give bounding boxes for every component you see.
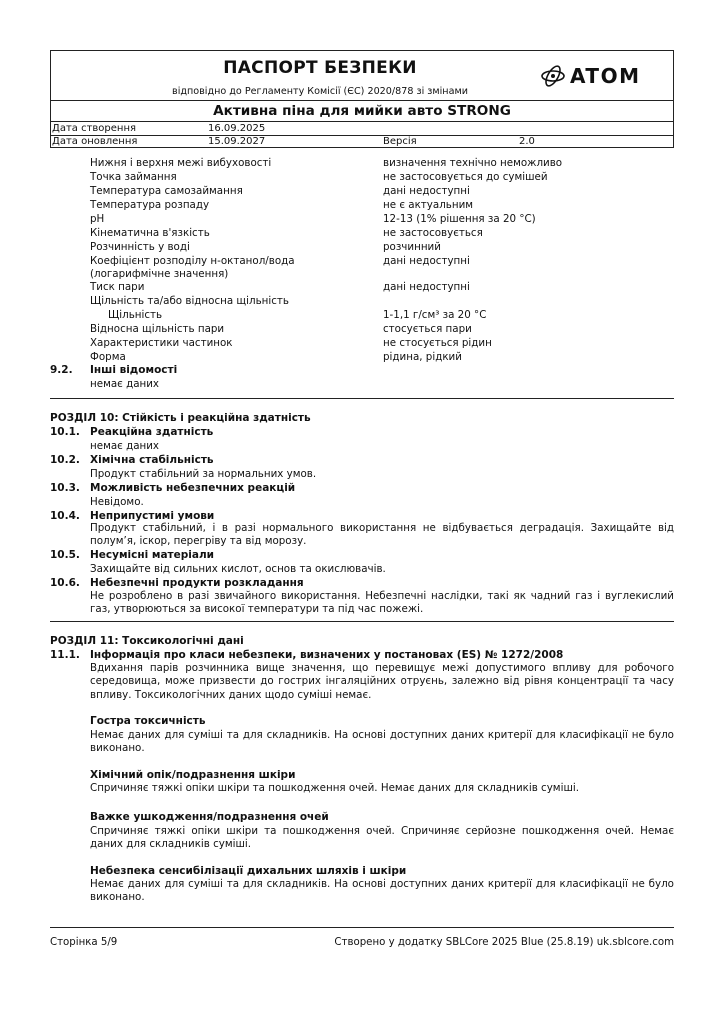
subsection-text: Спричиняє тяжкі опіки шкіри та пошкодження очей. Спричиняє серйозне пошкодження очей. Немає даних для складників суміші. (90, 825, 674, 851)
property-value: визначення технічно неможливо (383, 157, 563, 169)
section-title: Небезпечні продукти розкладання (90, 577, 304, 589)
property-value: не застосовується (383, 227, 483, 239)
property-value: 1-1,1 г/см³ за 20 °C (383, 309, 487, 321)
property-value: дані недоступні (383, 281, 470, 293)
document-subtitle: відповідно до Регламенту Комісії (ЄС) 2020/878 зі змінами (172, 86, 468, 97)
property-value: не є актуальним (383, 199, 474, 211)
version-label: Версія (383, 136, 417, 147)
property-label: Нижня і верхня межі вибуховості (90, 157, 272, 169)
divider (50, 100, 674, 101)
divider (50, 398, 674, 399)
property-value: не застосовується до сумішей (383, 171, 548, 183)
company-logo (540, 62, 672, 90)
property-label: Температура розпаду (90, 199, 210, 211)
section-number: 10.2. (50, 454, 80, 466)
section-text: Невідомо. (90, 496, 144, 508)
section-text: Вдихання парів розчинника вище значення, що перевищує межі допустимого впливу для робочого середовища, може призвести до гострих інгаляційних отруєнь, залежно від рівня концентрації та часу впливу. Токсикологічних даних щодо суміші немає. (90, 662, 674, 701)
updated-label: Дата оновлення (52, 136, 138, 147)
property-value: рідина, рідкий (383, 351, 462, 363)
property-label: Щільність та/або відносна щільність (90, 295, 289, 307)
divider (50, 121, 674, 122)
section-text: Захищайте від сильних кислот, основ та окислювачів. (90, 563, 386, 575)
subsection-text: Немає даних для суміші та для складників. На основі доступних даних критерії для класифікації не було виконано. (90, 878, 674, 904)
product-name: Активна піна для мийки авто STRONG (213, 103, 511, 119)
version-value: 2.0 (519, 136, 535, 147)
property-value: розчинний (383, 241, 441, 253)
divider (50, 621, 674, 622)
section-number: 9.2. (50, 364, 73, 376)
property-label: Коефіцієнт розподілу н-октанол/вода (логарифмічне значення) (90, 255, 295, 280)
section-text: немає даних (90, 378, 160, 390)
property-label: Форма (90, 351, 126, 363)
section-number: 10.5. (50, 549, 80, 561)
section-title: Неприпустимі умови (90, 510, 215, 522)
property-label: Тиск пари (90, 281, 145, 293)
property-value: дані недоступні (383, 185, 470, 197)
updated-value: 15.09.2027 (208, 136, 266, 147)
property-value: дані недоступні (383, 255, 470, 267)
property-label: Відносна щільність пари (90, 323, 225, 335)
created-value: 16.09.2025 (208, 123, 266, 134)
document-title: ПАСПОРТ БЕЗПЕКИ (223, 58, 417, 78)
subsection-title: Хімічний опік/подразнення шкіри (90, 769, 296, 781)
section-10-heading: РОЗДІЛ 10: Стійкість і реакційна здатність (50, 412, 311, 424)
footer-credit: Створено у додатку SBLCore 2025 Blue (25.8.19) uk.sblcore.com (334, 937, 674, 948)
meta-row-updated (50, 136, 674, 149)
property-label: Щільність (108, 309, 163, 321)
section-text: немає даних (90, 440, 160, 452)
section-title: Реакційна здатність (90, 426, 214, 438)
created-label: Дата створення (52, 123, 136, 134)
section-title: Інші відомості (90, 364, 178, 376)
property-value: не стосується рідин (383, 337, 492, 349)
section-number: 10.4. (50, 510, 80, 522)
footer-divider (50, 927, 674, 928)
subsection-title: Важке ушкодження/подразнення очей (90, 811, 329, 823)
subsection-text: Спричиняє тяжкі опіки шкіри та пошкодження очей. Немає даних для складників суміші. (90, 782, 579, 794)
section-number: 10.1. (50, 426, 80, 438)
subsection-title: Гостра токсичність (90, 715, 206, 727)
section-title: Хімічна стабільність (90, 454, 214, 466)
section-title: Інформація про класи небезпеки, визначених у постановах (ES) № 1272/2008 (90, 649, 564, 661)
section-text: Продукт стабільний, і в разі нормального використання не відбувається деградація. Захищайте від полум’я, іскор, перегріву та від морозу. (90, 522, 674, 548)
property-label: Точка займання (90, 171, 177, 183)
section-11-heading: РОЗДІЛ 11: Токсикологічні дані (50, 635, 244, 647)
property-label: Розчинність у воді (90, 241, 190, 253)
property-label: Кінематична в'язкість (90, 227, 210, 239)
subsection-title: Небезпека сенсибілізації дихальних шляхів і шкіри (90, 865, 407, 877)
section-text: Продукт стабільний за нормальних умов. (90, 468, 317, 480)
page-number: Сторінка 5/9 (50, 937, 118, 948)
section-title: Несумісні матеріали (90, 549, 215, 561)
subsection-text: Немає даних для суміші та для складників. На основі доступних даних критерії для класифікації не було виконано. (90, 729, 674, 755)
section-number: 11.1. (50, 649, 80, 661)
section-text: Не розроблено в разі звичайного використання. Небезпечні наслідки, такі як чадний газ і вуглекислий газ, утворюються за високої температури та під час пожежі. (90, 590, 674, 616)
property-value: 12-13 (1% рішення за 20 °C) (383, 213, 536, 225)
property-label: Температура самозаймання (90, 185, 243, 197)
property-value: стосується пари (383, 323, 472, 335)
logo-text: ATOM (570, 64, 641, 88)
property-label: pH (90, 213, 105, 225)
section-number: 10.6. (50, 577, 80, 589)
atom-logo-icon (540, 63, 566, 89)
property-label: Характеристики частинок (90, 337, 233, 349)
section-number: 10.3. (50, 482, 80, 494)
section-title: Можливість небезпечних реакцій (90, 482, 296, 494)
